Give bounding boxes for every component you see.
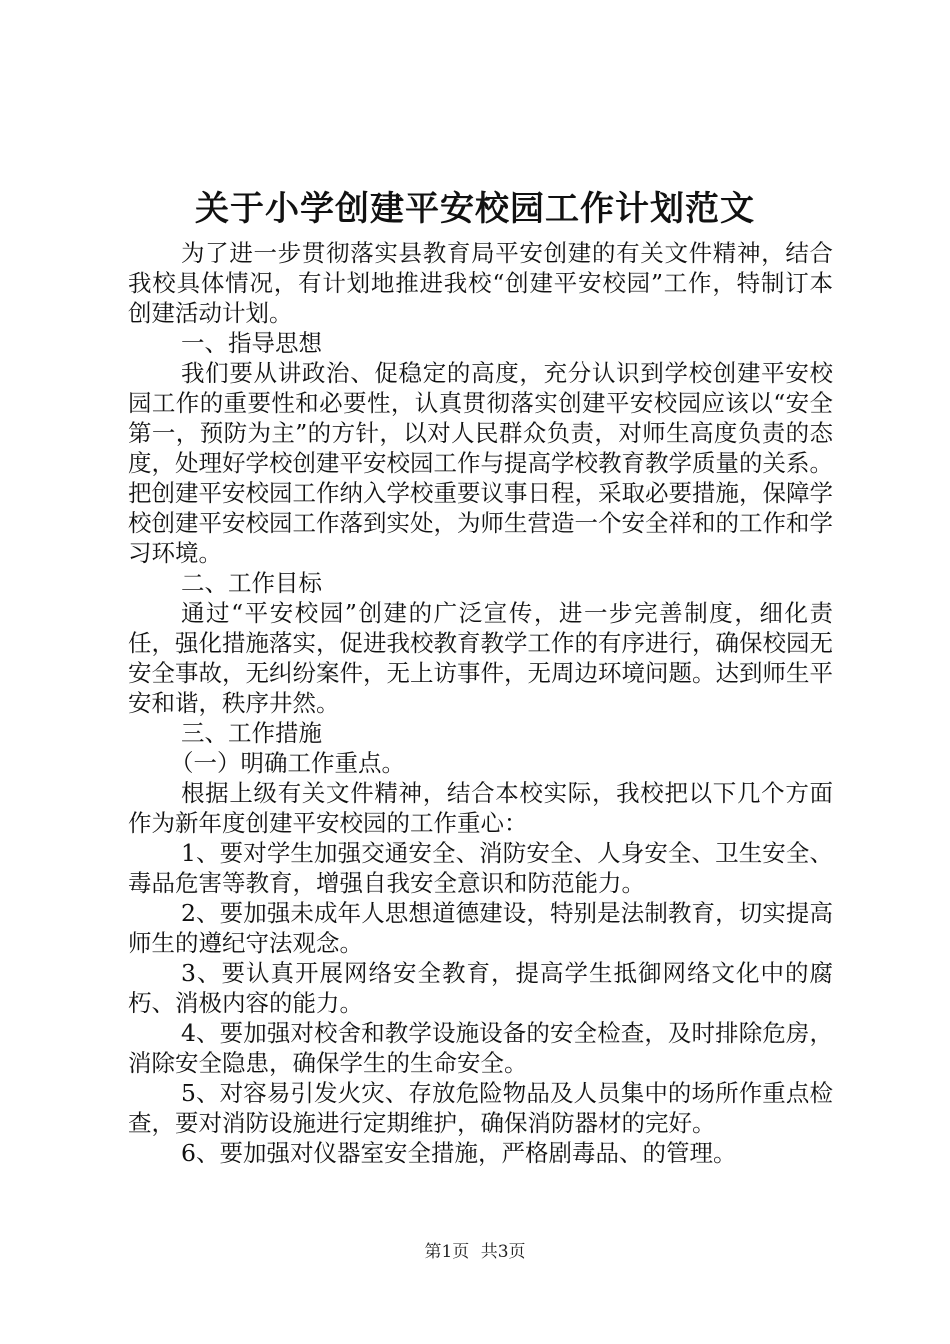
intro-paragraph: 为了进一步贯彻落实县教育局平安创建的有关文件精神，结合我校具体情况，有计划地推进我校“创建平安校园”工作，特制订本创建活动计划。 [128,239,833,327]
section-heading-guiding-thought: 一、指导思想 [181,329,322,357]
document-body [128,238,833,1168]
section-heading-work-measures: 三、工作措施 [181,719,322,747]
page-number: 第1页 [424,1242,470,1262]
section-heading-work-goal: 二、工作目标 [181,569,322,597]
paragraph-guiding-thought: 我们要从讲政治、促稳定的高度，充分认识到学校创建平安校园工作的重要性和必要性，认真贯彻落实创建平安校园应该以“安全第一，预防为主”的方针，以对人民群众负责，对师生高度负责的态度，处理好学校创建平安校园工作与提高学校教育教学质量的关系。把创建平安校园工作纳入学校重要议事日程，采取必要措施，保障学校创建平安校园工作落到实处，为师生营造一个安全祥和的工作和学习环境。 [128,359,833,567]
list-item-4: 4、要加强对校舍和教学设施设备的安全检查，及时排除危房，消除安全隐患，确保学生的生命安全。 [128,1019,833,1077]
list-item-3: 3、要认真开展网络安全教育，提高学生抵御网络文化中的腐朽、消极内容的能力。 [128,959,833,1017]
paragraph-key-points-intro: 根据上级有关文件精神，结合本校实际，我校把以下几个方面作为新年度创建平安校园的工作重心： [128,779,833,837]
page-total: 共3页 [480,1242,526,1262]
paragraph-work-goal: 通过“平安校园”创建的广泛宣传，进一步完善制度，细化责任，强化措施落实，促进我校教育教学工作的有序进行，确保校园无安全事故，无纠纷案件，无上访事件，无周边环境问题。达到师生平安和谐，秩序井然。 [128,599,833,717]
page-footer [0,1240,950,1264]
subsection-heading-key-points: （一）明确工作重点。 [170,749,405,777]
list-item-6: 6、要加强对仪器室安全措施，严格剧毒品、的管理。 [181,1139,737,1167]
list-item-2: 2、要加强未成年人思想道德建设，特别是法制教育，切实提高师生的遵纪守法观念。 [128,899,833,957]
list-item-1: 1、要对学生加强交通安全、消防安全、人身安全、卫生安全、毒品危害等教育，增强自我安全意识和防范能力。 [128,839,833,897]
document-title: 关于小学创建平安校园工作计划范文 [195,189,755,229]
list-item-5: 5、对容易引发火灾、存放危险物品及人员集中的场所作重点检查，要对消防设施进行定期维护，确保消防器材的完好。 [128,1079,833,1137]
